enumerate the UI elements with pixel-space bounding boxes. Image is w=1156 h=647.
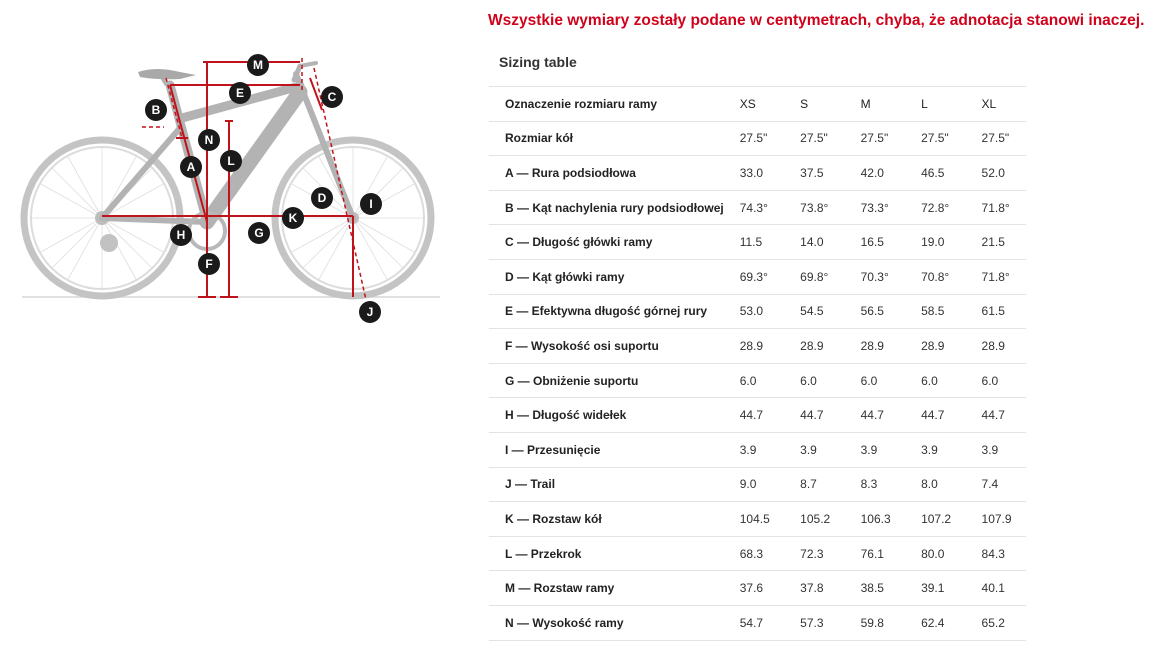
table-row bbox=[489, 294, 1026, 329]
row-label: I — Przesunięcie bbox=[489, 432, 724, 467]
value-cell: 71.8° bbox=[966, 259, 1026, 294]
table-body bbox=[489, 121, 1026, 640]
svg-text:F: F bbox=[205, 257, 213, 271]
value-cell: 68.3 bbox=[724, 536, 784, 571]
measurement-lines bbox=[102, 62, 353, 297]
value-cell: 19.0 bbox=[905, 225, 965, 260]
row-label: C — Długość główki ramy bbox=[489, 225, 724, 260]
value-cell: 6.0 bbox=[966, 363, 1026, 398]
header-cell: XL bbox=[966, 87, 1026, 122]
saddle bbox=[138, 69, 196, 79]
value-cell: 37.8 bbox=[784, 571, 844, 606]
bike-geometry-diagram bbox=[0, 40, 460, 340]
value-cell: 107.9 bbox=[966, 502, 1026, 537]
table-row bbox=[489, 190, 1026, 225]
svg-text:B: B bbox=[151, 103, 161, 117]
value-cell: 6.0 bbox=[784, 363, 844, 398]
badge-h bbox=[170, 224, 192, 246]
value-cell: 61.5 bbox=[966, 294, 1026, 329]
value-cell: 8.7 bbox=[784, 467, 844, 502]
badge-c bbox=[321, 86, 343, 108]
value-cell: 80.0 bbox=[905, 536, 965, 571]
badge-f bbox=[198, 253, 220, 275]
value-cell: 44.7 bbox=[724, 398, 784, 433]
headtube-marker bbox=[310, 78, 322, 110]
table-row bbox=[489, 432, 1026, 467]
value-cell: 33.0 bbox=[724, 156, 784, 191]
value-cell: 27.5" bbox=[845, 121, 905, 156]
value-cell: 28.9 bbox=[905, 329, 965, 364]
value-cell: 6.0 bbox=[905, 363, 965, 398]
svg-text:I: I bbox=[369, 197, 373, 211]
value-cell: 8.0 bbox=[905, 467, 965, 502]
value-cell: 52.0 bbox=[966, 156, 1026, 191]
badge-m bbox=[247, 54, 269, 76]
table-row bbox=[489, 467, 1026, 502]
value-cell: 21.5 bbox=[966, 225, 1026, 260]
value-cell: 28.9 bbox=[784, 329, 844, 364]
value-cell: 27.5" bbox=[905, 121, 965, 156]
row-label: F — Wysokość osi suportu bbox=[489, 329, 724, 364]
row-label: Rozmiar kół bbox=[489, 121, 724, 156]
value-cell: 76.1 bbox=[845, 536, 905, 571]
svg-text:M: M bbox=[253, 58, 263, 72]
value-cell: 39.1 bbox=[905, 571, 965, 606]
value-cell: 16.5 bbox=[845, 225, 905, 260]
badge-e bbox=[229, 82, 251, 104]
badge-k bbox=[282, 207, 304, 229]
value-cell: 42.0 bbox=[845, 156, 905, 191]
rear-cassette bbox=[100, 234, 118, 252]
value-cell: 11.5 bbox=[724, 225, 784, 260]
value-cell: 27.5" bbox=[784, 121, 844, 156]
value-cell: 54.7 bbox=[724, 605, 784, 640]
table-row bbox=[489, 605, 1026, 640]
value-cell: 40.1 bbox=[966, 571, 1026, 606]
value-cell: 107.2 bbox=[905, 502, 965, 537]
badge-n bbox=[198, 129, 220, 151]
header-cell: L bbox=[905, 87, 965, 122]
value-cell: 56.5 bbox=[845, 294, 905, 329]
badge-a bbox=[180, 156, 202, 178]
value-cell: 27.5" bbox=[966, 121, 1026, 156]
svg-text:C: C bbox=[327, 90, 337, 104]
header-cell: Oznaczenie rozmiaru ramy bbox=[489, 87, 724, 122]
svg-text:N: N bbox=[204, 133, 214, 147]
value-cell: 3.9 bbox=[845, 432, 905, 467]
value-cell: 57.3 bbox=[784, 605, 844, 640]
value-cell: 54.5 bbox=[784, 294, 844, 329]
value-cell: 70.3° bbox=[845, 259, 905, 294]
value-cell: 44.7 bbox=[784, 398, 844, 433]
table-row bbox=[489, 121, 1026, 156]
badge-j bbox=[359, 301, 381, 323]
value-cell: 38.5 bbox=[845, 571, 905, 606]
value-cell: 58.5 bbox=[905, 294, 965, 329]
table-row bbox=[489, 329, 1026, 364]
value-cell: 69.8° bbox=[784, 259, 844, 294]
value-cell: 53.0 bbox=[724, 294, 784, 329]
value-cell: 72.8° bbox=[905, 190, 965, 225]
value-cell: 9.0 bbox=[724, 467, 784, 502]
value-cell: 8.3 bbox=[845, 467, 905, 502]
value-cell: 7.4 bbox=[966, 467, 1026, 502]
table-row bbox=[489, 571, 1026, 606]
row-label: A — Rura podsiodłowa bbox=[489, 156, 724, 191]
value-cell: 14.0 bbox=[784, 225, 844, 260]
value-cell: 28.9 bbox=[845, 329, 905, 364]
value-cell: 106.3 bbox=[845, 502, 905, 537]
value-cell: 72.3 bbox=[784, 536, 844, 571]
value-cell: 105.2 bbox=[784, 502, 844, 537]
table-row bbox=[489, 398, 1026, 433]
value-cell: 28.9 bbox=[724, 329, 784, 364]
row-label: G — Obniżenie suportu bbox=[489, 363, 724, 398]
svg-text:D: D bbox=[317, 191, 327, 205]
value-cell: 37.5 bbox=[784, 156, 844, 191]
value-cell: 3.9 bbox=[724, 432, 784, 467]
value-cell: 6.0 bbox=[724, 363, 784, 398]
header-cell: XS bbox=[724, 87, 784, 122]
svg-text:K: K bbox=[288, 211, 298, 225]
row-label: E — Efektywna długość górnej rury bbox=[489, 294, 724, 329]
row-label: H — Długość widełek bbox=[489, 398, 724, 433]
value-cell: 27.5" bbox=[724, 121, 784, 156]
row-label: L — Przekrok bbox=[489, 536, 724, 571]
value-cell: 70.8° bbox=[905, 259, 965, 294]
badge-i bbox=[360, 193, 382, 215]
badge-b bbox=[145, 99, 167, 121]
value-cell: 73.8° bbox=[784, 190, 844, 225]
value-cell: 3.9 bbox=[966, 432, 1026, 467]
table-row bbox=[489, 156, 1026, 191]
row-label: K — Rozstaw kół bbox=[489, 502, 724, 537]
value-cell: 46.5 bbox=[905, 156, 965, 191]
table-row bbox=[489, 502, 1026, 537]
value-cell: 59.8 bbox=[845, 605, 905, 640]
svg-text:L: L bbox=[227, 154, 235, 168]
value-cell: 62.4 bbox=[905, 605, 965, 640]
badge-l bbox=[220, 150, 242, 172]
table-row bbox=[489, 225, 1026, 260]
value-cell: 44.7 bbox=[966, 398, 1026, 433]
svg-text:J: J bbox=[366, 305, 374, 319]
table-header-row bbox=[489, 87, 1026, 122]
table-row bbox=[489, 363, 1026, 398]
value-cell: 6.0 bbox=[845, 363, 905, 398]
value-cell: 37.6 bbox=[724, 571, 784, 606]
value-cell: 69.3° bbox=[724, 259, 784, 294]
sizing-table bbox=[489, 86, 1026, 641]
value-cell: 44.7 bbox=[845, 398, 905, 433]
value-cell: 84.3 bbox=[966, 536, 1026, 571]
header-cell: S bbox=[784, 87, 844, 122]
row-label: N — Wysokość ramy bbox=[489, 605, 724, 640]
value-cell: 74.3° bbox=[724, 190, 784, 225]
row-label: M — Rozstaw ramy bbox=[489, 571, 724, 606]
value-cell: 65.2 bbox=[966, 605, 1026, 640]
badge-g bbox=[248, 222, 270, 244]
value-cell: 73.3° bbox=[845, 190, 905, 225]
row-label: J — Trail bbox=[489, 467, 724, 502]
row-label: B — Kąt nachylenia rury podsiodłowej bbox=[489, 190, 724, 225]
value-cell: 71.8° bbox=[966, 190, 1026, 225]
table-row bbox=[489, 259, 1026, 294]
units-note: Wszystkie wymiary zostały podane w centymetrach, chyba, że adnotacja stanowi inaczej. bbox=[488, 12, 1145, 29]
value-cell: 104.5 bbox=[724, 502, 784, 537]
svg-text:G: G bbox=[254, 226, 264, 240]
value-cell: 3.9 bbox=[784, 432, 844, 467]
table-row bbox=[489, 536, 1026, 571]
value-cell: 28.9 bbox=[966, 329, 1026, 364]
value-cell: 3.9 bbox=[905, 432, 965, 467]
header-cell: M bbox=[845, 87, 905, 122]
svg-text:A: A bbox=[186, 160, 196, 174]
svg-text:E: E bbox=[235, 86, 245, 100]
badge-d bbox=[311, 187, 333, 209]
row-label: D — Kąt główki ramy bbox=[489, 259, 724, 294]
sizing-table-title: Sizing table bbox=[499, 54, 577, 70]
svg-text:H: H bbox=[176, 228, 186, 242]
value-cell: 44.7 bbox=[905, 398, 965, 433]
